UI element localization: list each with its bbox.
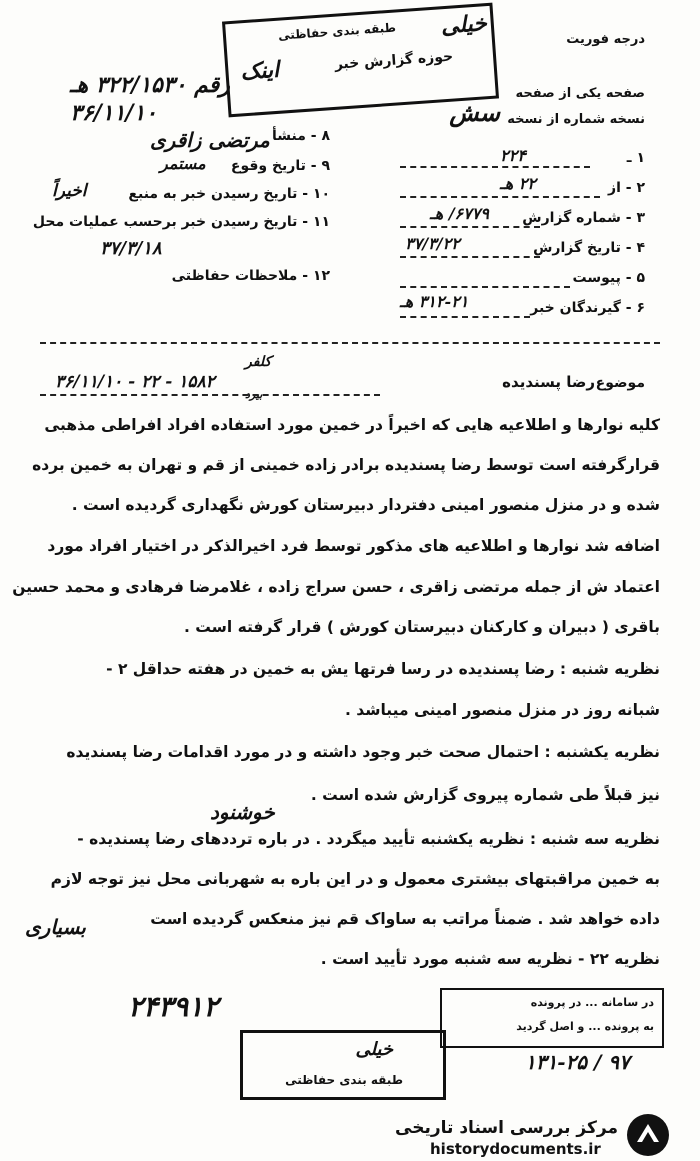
classification-word: خیلی (440, 10, 488, 40)
body-line-5: اعتماد ش از جمله مرتضی زاقری ، حسن سراج زاده ، غلامرضا فرهادی و محمد حسین (12, 578, 660, 596)
reference-number: رقم ۳۲۲/۱۵۳۰ هـ (70, 72, 230, 98)
body-line-3: شده و در منزل منصور امینی دفتردار دبیرستان کورش نگهداری گردیده است . (71, 496, 660, 514)
body-line-2: قرارگرفته است توسط رضا پسندیده برادر زاده خمینی از قم و تهران به خمین برده (32, 456, 660, 474)
body-line-4: اضافه شد نوارها و اطلاعیه های مذکور توسط فرد اخیرالذکر در اختیار افراد مورد (47, 537, 660, 555)
body-handwritten-signature: بسیاری (25, 915, 86, 939)
registration-stamp (440, 988, 664, 1048)
body-line-11: نظریه سه شنبه : نظریه یکشنبه تأیید میگردد . در باره ترددهای رضا پسندیده - (77, 830, 660, 848)
right-field-1: ۱ ـ (626, 150, 645, 166)
right-field-2-value: ۲۲ هـ (500, 174, 536, 193)
subject-hand-bottom: بیرد (245, 388, 263, 401)
body-line-13: داده خواهد شد . ضمناً مراتب به ساواک قم نیز منعکس گردیده است (150, 910, 660, 928)
left-field-11: ۱۱ - تاریخ رسیدن خبر برحسب عملیات محل (32, 214, 330, 230)
reference-date: ۳۶/۱۱/۱۰ (70, 100, 157, 126)
body-line-14: نظریه ۲۲ - نظریه سه شنبه مورد تأیید است . (320, 950, 660, 968)
field-underline (400, 166, 590, 168)
body-line-8: شبانه روز در منزل منصور امینی میباشد . (345, 701, 660, 719)
subject-label: موضوع (595, 375, 645, 391)
right-field-6: ۶ - گیرندگان خبر (530, 300, 645, 316)
right-field-5: ۵ - پیوست (572, 270, 645, 286)
right-field-4-value: ۳۷/۳/۲۲ (405, 234, 460, 253)
footer-classification-stamp (240, 1030, 446, 1100)
left-field-10: ۱۰ - تاریخ رسیدن خبر به منبع (128, 186, 330, 202)
left-field-10-value: اخیراً (52, 181, 87, 201)
subject-value: رضا پسندیده (502, 373, 595, 391)
right-field-3-value: ۶۷۷۹/ هـ (430, 204, 489, 223)
copy-number: نسخه شماره از نسخه (507, 112, 645, 127)
right-field-3: ۳ - شماره گزارش (522, 210, 645, 226)
body-line-12: به خمین مراقبتهای بیشتری معمول و در این باره به شهربانی محل نیز توجه لازم (50, 870, 660, 888)
right-field-2: ۲ - از (608, 180, 645, 196)
body-line-10: نیز قبلاً طی شماره پیروی گزارش شده است . (310, 786, 660, 804)
separator-line (40, 342, 660, 344)
field-underline (400, 256, 540, 258)
watermark-url: historydocuments.ir (430, 1140, 601, 1158)
stamp-line-2: به پرونده ... و اصل گردید (516, 1020, 654, 1033)
field-underline (400, 196, 600, 198)
stamp-number: ۱۳۱-۲۵ / ۹۷ (525, 1050, 630, 1074)
report-title: حوزه گزارش خبر (334, 48, 454, 73)
copy-handwritten: سش (449, 98, 500, 127)
field-underline (400, 286, 570, 288)
body-line-9: نظریه یکشنبه : احتمال صحت خبر وجود داشته و در مورد اقدامات رضا پسندیده (66, 743, 660, 761)
right-field-1-value: ۲۲۴ (500, 146, 526, 165)
field-underline (400, 316, 530, 318)
watermark-logo-icon (625, 1112, 671, 1158)
right-field-6-value: ۳۱۲-۲۱ هـ (400, 292, 469, 311)
priority-label: درجه فوریت (566, 32, 645, 47)
left-field-12: ۱۲ - ملاحظات حفاظتی (171, 268, 330, 284)
right-field-4: ۴ - تاریخ گزارش (533, 240, 645, 256)
footer-classification-label: طبقه بندی حفاظتی (285, 1073, 403, 1087)
classification-stamp-label: طبقه بندی حفاظتی (277, 20, 397, 43)
left-field-11-value: ۳۷/۳/۱۸ (100, 238, 162, 259)
subject-margin-note: ۳۶/۱۱/۱۰ - ۲۲ - ۱۵۸۲ (55, 372, 215, 392)
left-field-9: ۹ - تاریخ وقوع (230, 158, 330, 174)
footer-classification-word: خیلی (355, 1039, 393, 1060)
body-handwritten-note: خوشنود (210, 800, 275, 824)
field-underline (400, 226, 540, 228)
subject-hand-top: کلفر (245, 354, 272, 370)
watermark-title: مرکز بررسی اسناد تاریخی (395, 1118, 618, 1138)
body-line-7: نظریه شنبه : رضا پسندیده در رسا فرتها یش به خمین در هفته حداقل ۲ - (106, 660, 660, 678)
body-line-1: کلیه نوارها و اطلاعیه هایی که اخیراً در خمین مورد استفاده افراد افراطی مذهبی (44, 416, 660, 434)
left-field-9-value: مستمر (160, 154, 206, 173)
sender-name: مرتضی زاقری (150, 128, 270, 152)
body-line-6: باقری ( دبیران و کارکنان دبیرستان کورش ) قرار گرفته است . (183, 618, 660, 636)
file-number: ۲۴۳۹۱۲ (128, 990, 219, 1023)
left-field-8: ۸ - منشأ (272, 128, 330, 144)
subject-underline (40, 394, 380, 396)
report-title-handwritten: اینک (239, 56, 280, 86)
stamp-line-1: در سامانه ... در پرونده (530, 996, 654, 1009)
page-of-pages: صفحه یکی از صفحه (515, 86, 645, 101)
